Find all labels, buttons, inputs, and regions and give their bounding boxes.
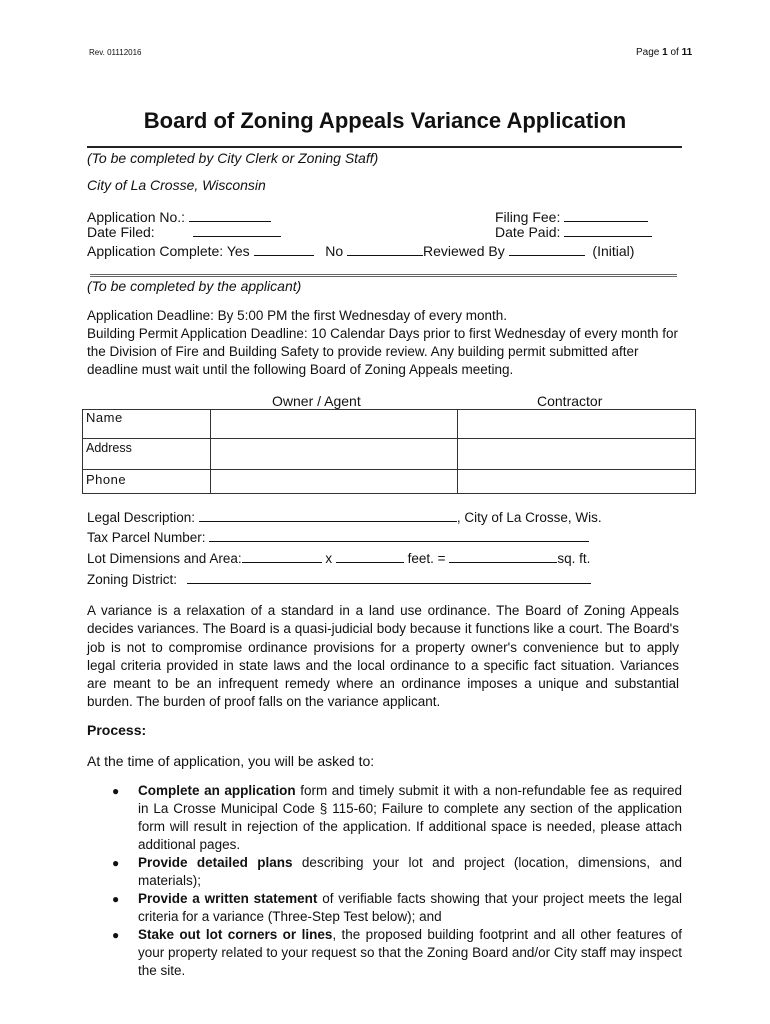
date-filed-row: Date Filed: xyxy=(87,224,281,240)
lot-depth-field[interactable] xyxy=(336,550,404,563)
list-item: ● Provide a written statement of verifiable facts showing that your project meets the legal criteria for a variance (Three-Step Test below); and xyxy=(112,891,682,924)
reviewed-by-field[interactable] xyxy=(509,243,585,256)
list-item: ● Provide detailed plans describing your lot and project (location, dimensions, and materials); xyxy=(112,855,682,888)
tax-parcel-field[interactable] xyxy=(209,529,589,542)
lot-area-field[interactable] xyxy=(449,550,557,563)
contact-table xyxy=(82,409,696,494)
title-rule xyxy=(87,146,682,148)
date-paid-row: Date Paid: xyxy=(495,224,652,240)
complete-yes-field[interactable] xyxy=(254,243,314,256)
application-complete-row: Application Complete: Yes No Reviewed By (Initial) xyxy=(87,243,635,259)
section-divider xyxy=(90,274,677,277)
page-number: Page 1 of 11 xyxy=(636,47,693,58)
zoning-district-row: Zoning District: xyxy=(87,571,591,587)
staff-note: (To be completed by City Clerk or Zoning Staff) xyxy=(87,150,379,166)
bullet-icon: ● xyxy=(112,784,120,798)
name-label: Name xyxy=(83,410,211,439)
list-item: ● Stake out lot corners or lines, the proposed building footprint and all other features of your property related to your request so that the Zoning Board and/or City staff may inspect the site. xyxy=(112,927,682,978)
complete-no-field[interactable] xyxy=(347,243,423,256)
application-no-field[interactable] xyxy=(189,209,271,222)
intro-paragraph: A variance is a relaxation of a standard in a land use ordinance. The Board of Zoning Appeals decides variances. The Board is a quasi-judicial body because it functions like a court. The Board's job is not to compromise ordinance provisions for a property owner's convenience but to apply legal criteria provided in state laws and the local ordinance to a specific fact situation. Variances are meant to be an infrequent remedy where an ordinance imposes a unique and substantial burden. The burden of proof falls on the variance applicant. xyxy=(87,603,679,710)
name-row xyxy=(83,410,696,439)
bullet-icon: ● xyxy=(112,928,120,942)
deadline-block xyxy=(87,307,687,379)
application-deadline: Application Deadline: By 5:00 PM the first Wednesday of every month. xyxy=(87,308,507,323)
application-no-row: Application No.: xyxy=(87,209,271,225)
contractor-name-cell[interactable] xyxy=(458,410,696,439)
lot-width-field[interactable] xyxy=(242,550,322,563)
list-item: ● Complete an application form and timely submit it with a non-refundable fee as required in La Crosse Municipal Code § 115-60; Failure to complete any section of the application form will result in rejection of the application. If additional space is needed, please attach additional pages. xyxy=(112,783,682,852)
address-row xyxy=(83,439,696,470)
city-label: City of La Crosse, Wisconsin xyxy=(87,177,266,193)
page-title: Board of Zoning Appeals Variance Application xyxy=(143,108,627,133)
tax-parcel-row: Tax Parcel Number: xyxy=(87,529,589,545)
contractor-phone-cell[interactable] xyxy=(458,470,696,494)
bullet-icon: ● xyxy=(112,892,120,906)
phone-row xyxy=(83,470,696,494)
lot-dimensions-row: Lot Dimensions and Area: x feet. = sq. ft. xyxy=(87,551,591,566)
contractor-header: Contractor xyxy=(537,393,603,409)
address-label: Address xyxy=(83,439,211,470)
applicant-note: (To be completed by the applicant) xyxy=(87,278,302,294)
phone-label: Phone xyxy=(83,470,211,494)
process-list xyxy=(112,782,682,980)
filing-fee-field[interactable] xyxy=(564,209,648,222)
revision-code: Rev. 01112016 xyxy=(89,48,142,57)
owner-agent-header: Owner / Agent xyxy=(272,393,361,409)
contractor-address-cell[interactable] xyxy=(458,439,696,470)
filing-fee-row: Filing Fee: xyxy=(495,209,648,225)
date-filed-field[interactable] xyxy=(193,224,281,237)
owner-address-cell[interactable] xyxy=(210,439,458,470)
legal-description-row: Legal Description: , City of La Crosse, Wis. xyxy=(87,510,602,525)
process-intro: At the time of application, you will be asked to: xyxy=(87,753,375,769)
permit-deadline: Building Permit Application Deadline: 10 Calendar Days prior to first Wednesday of every month for the Division of Fire and Building Safety to provide review. Any building permit submitted after deadline must wait until the following Board of Zoning Appeals meeting. xyxy=(87,326,679,377)
owner-phone-cell[interactable] xyxy=(210,470,458,494)
date-paid-field[interactable] xyxy=(564,224,652,237)
owner-name-cell[interactable] xyxy=(210,410,458,439)
process-heading: Process: xyxy=(87,722,147,738)
bullet-icon: ● xyxy=(112,856,120,870)
zoning-district-field[interactable] xyxy=(187,571,591,584)
legal-description-field[interactable] xyxy=(199,509,457,522)
